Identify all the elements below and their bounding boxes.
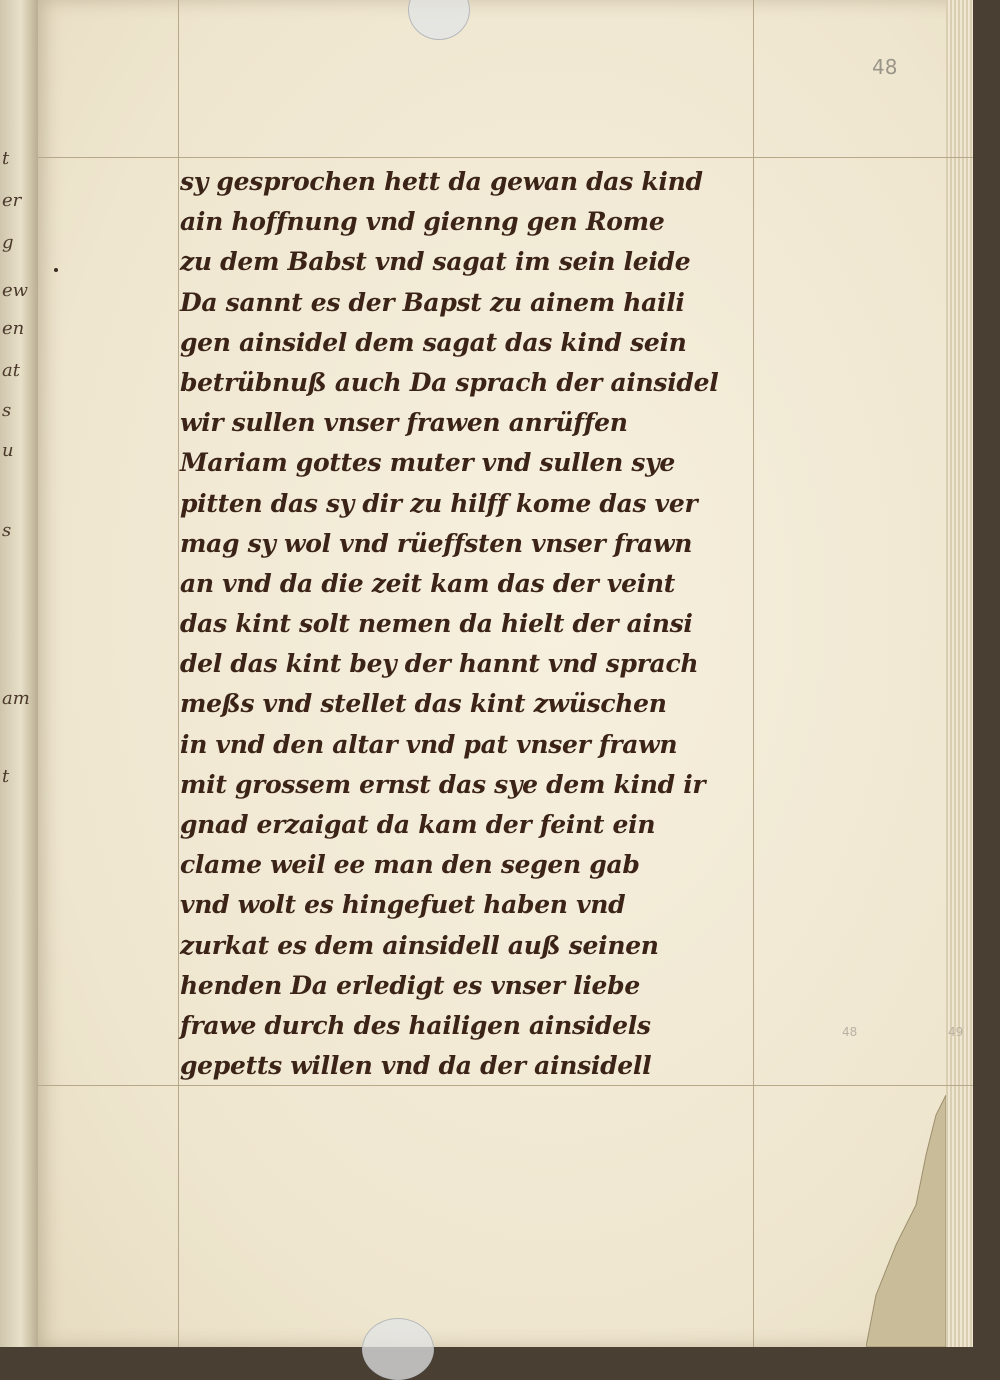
page-edges xyxy=(946,0,973,1347)
facing-page-edge xyxy=(0,0,39,1347)
text-line: Mariam gottes muter vnd sullen sye xyxy=(180,448,676,478)
facing-page-fragment: at xyxy=(2,360,20,381)
text-line: gen ainsidel dem sagat das kind sein xyxy=(180,327,687,357)
text-line: wir sullen vnser frawen anrüffen xyxy=(180,408,628,438)
facing-page-fragment: s xyxy=(2,400,12,421)
facing-page-fragment: am xyxy=(2,688,30,709)
text-line: zurkat es dem ainsidell auß seinen xyxy=(180,930,659,960)
text-line: gepetts willen vnd da der ainsidell xyxy=(180,1051,652,1081)
text-line: Da sannt es der Bapst zu ainem haili xyxy=(180,287,685,317)
text-line: mit grossem ernst das sye dem kind ir xyxy=(180,769,706,799)
folio-number: 48 xyxy=(872,55,898,79)
text-line: gnad erzaigat da kam der feint ein xyxy=(180,810,656,839)
text-line: del das kint bey der hannt vnd sprach xyxy=(180,649,699,679)
facing-page-fragment: s xyxy=(2,520,12,541)
ink-dot xyxy=(54,268,58,272)
text-line: meßs vnd stellet das kint zwüschen xyxy=(180,689,667,719)
facing-page-fragment: er xyxy=(2,190,22,211)
text-line: in vnd den altar vnd pat vnser frawn xyxy=(180,729,678,759)
text-line: betrübnuß auch Da sprach der ainsidel xyxy=(180,367,719,397)
text-line: sy gesprochen hett da gewan das kind xyxy=(180,167,703,196)
text-line: mag sy wol vnd rüeffsten vnser frawn xyxy=(180,528,693,558)
facing-page-fragment: en xyxy=(2,318,25,339)
facing-page-fragment: u xyxy=(2,440,14,461)
text-line: frawe durch des hailigen ainsidels xyxy=(180,1010,651,1040)
facing-page-fragment: t xyxy=(2,148,10,169)
text-line: zu dem Babst vnd sagat im sein leide xyxy=(180,247,691,277)
text-line: vnd wolt es hingefuet haben vnd xyxy=(180,890,626,920)
text-line: an vnd da die zeit kam das der veint xyxy=(180,568,676,598)
footer-number: 49 xyxy=(948,1025,964,1039)
manuscript-text xyxy=(180,162,800,1086)
facing-page-fragment: t xyxy=(2,766,10,787)
facing-page-fragment: g xyxy=(2,232,14,253)
text-line: das kint solt nemen da hielt der ainsi xyxy=(180,609,693,639)
page-clip-bottom xyxy=(362,1318,434,1380)
ruling-line xyxy=(38,157,973,158)
facing-page-fragment: ew xyxy=(2,280,29,301)
text-line: pitten das sy dir zu hilff kome das ver xyxy=(180,488,698,518)
ruling-line xyxy=(178,0,179,1347)
text-line: ain hoffnung vnd gienng gen Rome xyxy=(180,207,665,237)
torn-corner xyxy=(866,1095,946,1347)
text-line: clame weil ee man den segen gab xyxy=(180,850,640,880)
footer-number: 48 xyxy=(842,1025,858,1039)
text-line: henden Da erledigt es vnser liebe xyxy=(180,970,640,1000)
